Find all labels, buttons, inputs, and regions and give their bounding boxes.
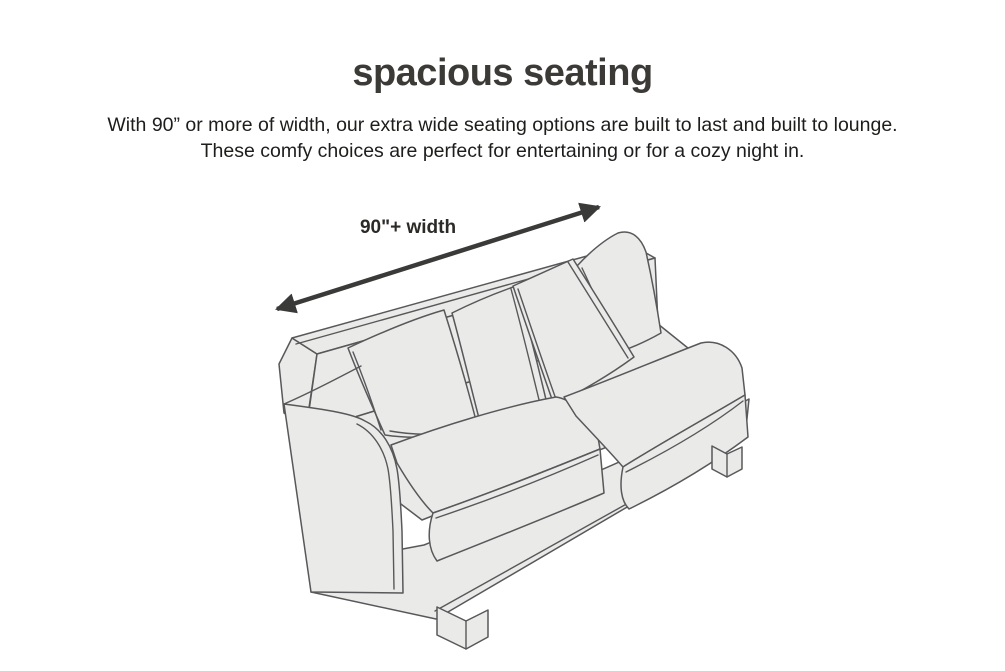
sofa-illustration bbox=[279, 232, 749, 649]
width-dimension-label: 90"+ width bbox=[359, 217, 457, 238]
description-line-1: With 90” or more of width, our extra wide seating options are built to last and built to lounge. bbox=[107, 114, 898, 136]
sofa-foot-front bbox=[437, 607, 488, 649]
description-line-2: These comfy choices are perfect for entertaining or for a cozy night in. bbox=[200, 139, 805, 162]
page-title: spacious seating bbox=[352, 52, 653, 94]
